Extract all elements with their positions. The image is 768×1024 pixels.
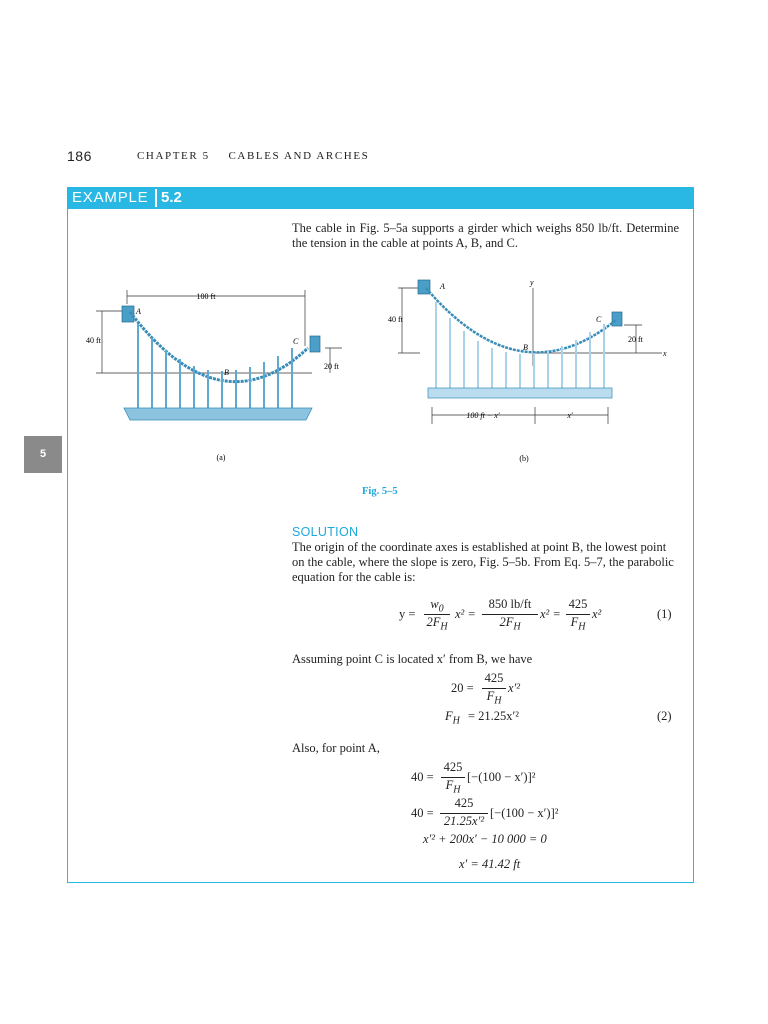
eq3a-den: $F_H$ — [445, 778, 461, 796]
dim-right-label: 20 ft — [324, 362, 339, 371]
chapter-label: CHAPTER 5 — [137, 150, 210, 162]
assume-text: Assuming point C is located x′ from B, we have — [292, 652, 533, 666]
figure-a — [80, 280, 370, 470]
eq1-num3: 425 — [568, 597, 588, 611]
eq1-lhs: y = — [399, 607, 416, 621]
eq3b-num: 425 — [454, 796, 474, 810]
point-c-label: C — [596, 315, 602, 324]
axis-x-label: x — [663, 349, 667, 358]
chapter-heading — [137, 150, 369, 162]
eq1-num1: $w_0$ — [430, 597, 444, 615]
example-label: EXAMPLE — [72, 189, 149, 206]
point-c-label: C — [293, 337, 299, 346]
chapter-title: CABLES AND ARCHES — [228, 150, 370, 162]
eq3b-lhs: 40 = — [411, 806, 434, 820]
eq1-number: (1) — [657, 607, 672, 621]
eq3c: x′² + 200x′ − 10 000 = 0 — [423, 832, 547, 846]
solution-intro: The origin of the coordinate axes is established at point B, the lowest point on the cable, where the slope is zero, Fig. 5–5b. From Eq. 5–7, the parabolic equation for the cable is: — [292, 540, 674, 584]
eq3a-num: 425 — [443, 760, 463, 774]
also-text: Also, for point A, — [292, 741, 380, 755]
eq1-den1: $2F_H$ — [426, 615, 448, 633]
eq3a-lhs: 40 = — [411, 770, 434, 784]
eq2a-lhs: 20 = — [451, 681, 474, 695]
figure-caption: Fig. 5–5 — [362, 486, 398, 497]
dim-right-label: 20 ft — [628, 335, 643, 344]
point-a-label: A — [136, 307, 141, 316]
example-divider — [155, 189, 157, 207]
problem-statement: The cable in Fig. 5–5a supports a girder which weighs 850 lb/ft. Determine the tension in the cable at points A, B, and C. — [292, 221, 679, 250]
eq1-x2a: x² = — [455, 607, 476, 621]
figure-b — [380, 272, 680, 472]
dim-left-label: 40 ft — [86, 336, 101, 345]
solution-heading: SOLUTION — [292, 525, 359, 539]
eq2b-rhs: = 21.25x′² — [468, 709, 520, 723]
eq3d: x′ = 41.42 ft — [459, 857, 521, 871]
eq2a-num: 425 — [484, 671, 504, 685]
eq1-den3: $F_H$ — [570, 615, 586, 633]
figure-a-sublabel: (a) — [216, 453, 226, 462]
dim-left-label: 40 ft — [388, 315, 403, 324]
point-a-label: A — [440, 282, 445, 291]
figure-b-sublabel: (b) — [519, 454, 529, 463]
eq2b-lhs: $F_H$ — [445, 709, 460, 727]
eq3b-rhs: [−(100 − x′)]² — [490, 806, 559, 820]
eq3b-den: 21.25x′² — [443, 814, 485, 828]
eq2a-den: $F_H$ — [486, 689, 502, 707]
eq1-den2: $2F_H$ — [499, 615, 521, 633]
eq3a-rhs: [−(100 − x′)]² — [467, 770, 536, 784]
dim-span-right-label: x′ — [567, 411, 573, 420]
axis-y-label: y — [530, 278, 534, 287]
point-b-label: B — [523, 343, 528, 352]
dim-span-left-label: 100 ft − x′ — [466, 411, 500, 420]
chapter-tab: 5 — [24, 436, 62, 473]
eq2a-rhs: x′² — [508, 681, 521, 695]
eq1-x2b: x² = — [540, 607, 561, 621]
eq1-num2: 850 lb/ft — [488, 597, 532, 611]
page-number: 186 — [67, 148, 92, 164]
example-number: 5.2 — [161, 189, 182, 206]
point-b-label: B — [224, 368, 229, 377]
eq1-x2c: x² — [592, 607, 602, 621]
dim-span-label: 100 ft — [196, 292, 216, 301]
eq2-number: (2) — [657, 709, 672, 723]
